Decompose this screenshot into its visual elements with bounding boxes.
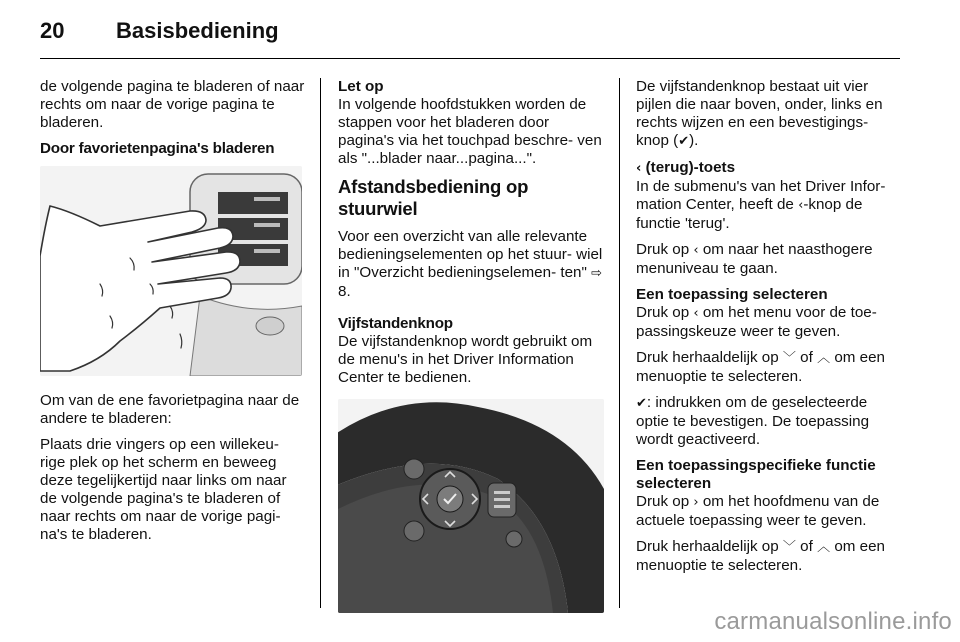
steering-wheel-illustration: [338, 399, 604, 613]
column-1: [40, 78, 305, 552]
para-select-2: [636, 349, 902, 386]
column-3: [636, 78, 902, 583]
arrow-left-icon: ‹: [693, 243, 699, 258]
app-function-block: [636, 457, 902, 530]
page-reference-icon: ⇨: [591, 266, 602, 281]
arrow-right-icon: ›: [693, 495, 699, 510]
section-title: Basisbediening: [116, 18, 279, 43]
para-remote-ref: 8.: [338, 283, 351, 300]
subheading-five-way: Vijfstandenknop: [338, 315, 453, 332]
subheading-back-text: (terug)-toets: [645, 159, 736, 176]
note-title: Let op: [338, 78, 384, 95]
para-back-1b: -knop de functie 'terug'.: [636, 196, 863, 232]
arrow-left-icon: ‹: [798, 198, 804, 213]
para-five-way: De vijfstandenknop wordt gebruikt om de menu's in het Driver Information Center te bedienen.: [338, 333, 593, 386]
para-remote-text: Voor een overzicht van alle relevante bedieningselementen op het stuur- wiel in "Overzicht bedieningselemen- ten": [338, 228, 603, 281]
arrow-up-icon: ︿: [817, 540, 831, 555]
para-select-1a: Druk op: [636, 304, 690, 321]
column-2: [338, 78, 603, 613]
para-five-way-desc-end: ).: [689, 132, 699, 149]
select-app-block: [636, 286, 902, 341]
subheading-favorites: Door favorietenpagina's bladeren: [40, 140, 275, 157]
para-remote: [338, 228, 603, 301]
para-favorites-1: Om van de ene favorietpagina naar de andere te bladeren:: [40, 392, 300, 427]
heading-remote-control: Afstandsbediening op stuurwiel: [338, 176, 529, 219]
para-back-2a: Druk op: [636, 241, 690, 258]
note-text: In volgende hoofdstukken worden de stappen voor het bladeren door pagina's via het touchpad beschre- ven als "...blader naar...pagina...".: [338, 96, 602, 167]
arrow-down-icon: ﹀: [782, 540, 796, 555]
para-func-2: [636, 538, 902, 575]
para-func-2b: of: [800, 538, 813, 555]
column-divider-1: [320, 78, 321, 608]
hand-swipe-illustration: [40, 166, 302, 376]
para-func-2a: Druk herhaaldelijk op: [636, 538, 779, 555]
checkmark-icon: ✔: [636, 396, 647, 411]
para-select-3-text: : indrukken om de geselecteerde optie te bevestigen. De toepassing wordt geactiveerd.: [636, 394, 870, 448]
arrow-up-icon: ︿: [817, 351, 831, 366]
column-divider-2: [619, 78, 620, 608]
checkmark-icon: ✔: [678, 134, 690, 149]
para-back-1a: In de submenu's van het Driver Infor- mation Center, heeft de: [636, 178, 886, 213]
para-five-way-desc: [636, 78, 902, 151]
page-header: [40, 18, 279, 48]
intro-paragraph: de volgende pagina te bladeren of naar rechts om naar de vorige pagina te bladeren.: [40, 78, 305, 131]
para-back-2: [636, 241, 902, 278]
para-func-1a: Druk op: [636, 493, 690, 510]
page-number: 20: [40, 18, 65, 43]
para-select-2a: Druk herhaaldelijk op: [636, 349, 779, 366]
para-func-2c: om een menuoptie te selecteren.: [636, 538, 885, 574]
header-divider: [40, 58, 900, 59]
arrow-left-icon: ‹: [693, 306, 699, 321]
para-select-2c: om een menuoptie te selecteren.: [636, 349, 885, 385]
subheading-app-function: Een toepassingspecifieke functie selecteren: [636, 457, 876, 492]
subheading-back: [636, 159, 902, 178]
subheading-select-app: Een toepassing selecteren: [636, 286, 828, 303]
back-block: [636, 159, 902, 233]
para-func-1b: om het hoofdmenu van de actuele toepassing weer te geven.: [636, 493, 880, 529]
para-select-3: [636, 394, 902, 449]
arrow-down-icon: ﹀: [782, 351, 796, 366]
para-select-1b: om het menu voor de toe- passingskeuze weer te geven.: [636, 304, 877, 340]
note-block: [338, 78, 603, 168]
watermark: carmanualsonline.info: [714, 608, 952, 635]
para-five-way-desc-text: De vijfstandenknop bestaat uit vier pijlen die naar boven, onder, links en rechts wijzen en een bevestigings- knop (: [636, 78, 883, 149]
para-select-2b: of: [800, 349, 813, 366]
arrow-left-icon: ‹: [636, 161, 642, 176]
para-favorites-2: Plaats drie vingers op een willekeu- rige plek op het scherm en beweeg deze tegelijkertijd naar links om naar de volgende pagina's te bladeren of naar rechts om naar de vorige pagi- na's te bladeren.: [40, 436, 287, 543]
para-back-2b: om naar het naasthogere menuniveau te gaan.: [636, 241, 873, 277]
